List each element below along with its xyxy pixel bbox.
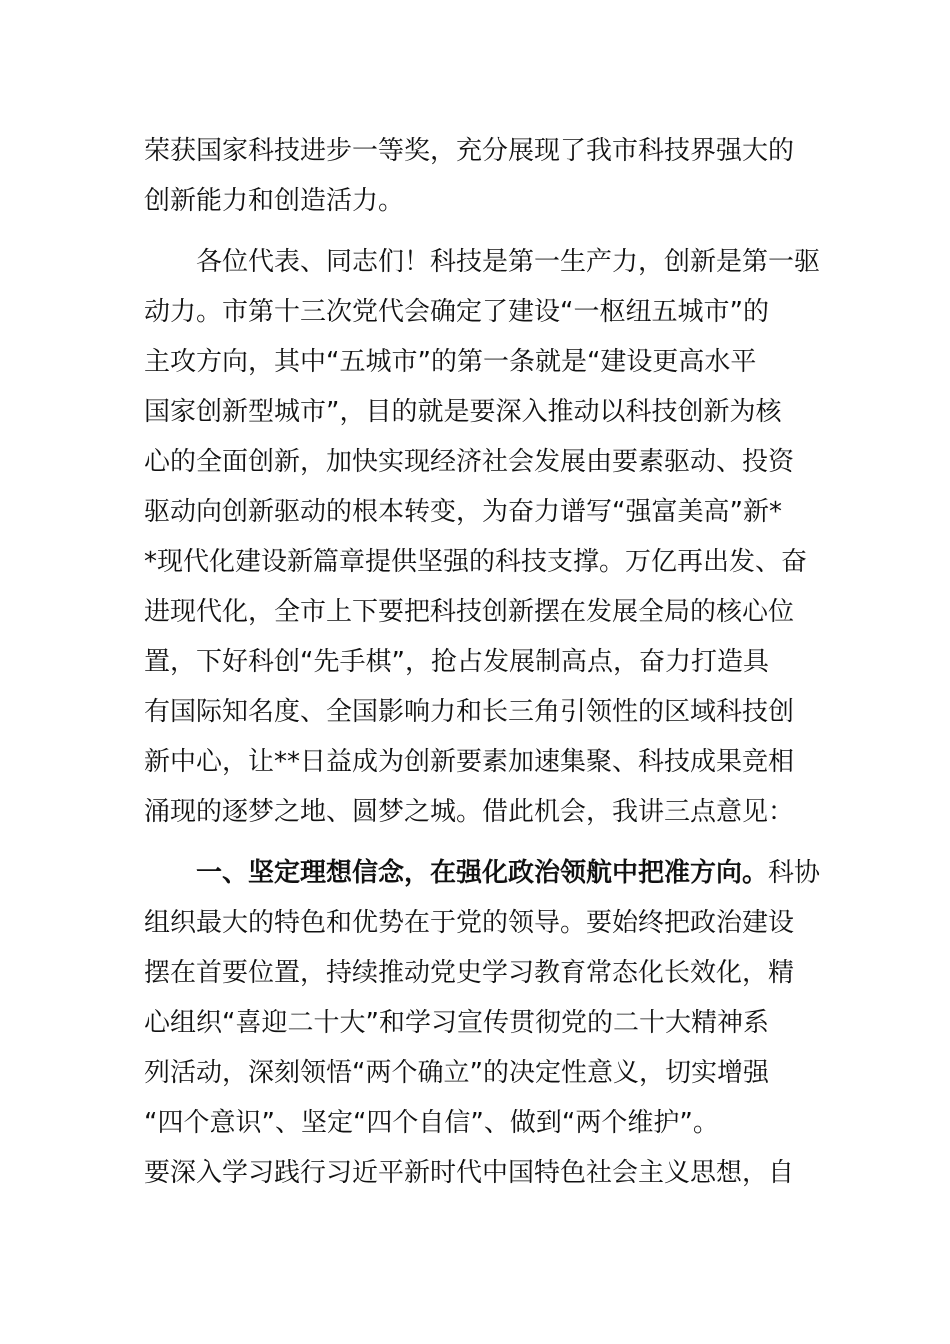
paragraph-2-line-11: 新中心，让**日益成为创新要素加速集聚、科技成果竞相 — [144, 747, 795, 777]
paragraph-3-line-6: “四个意识”、坚定“四个自信”、做到“两个维护”。 — [144, 1108, 719, 1138]
paragraph-2-line-12: 涌现的逐梦之地、圆梦之城。借此机会，我讲三点意见： — [144, 797, 795, 827]
paragraph-2-line-2: 动力。市第十三次党代会确定了建设“一枢纽五城市”的 — [144, 297, 769, 327]
paragraph-2-line-6: 驱动向创新驱动的根本转变，为奋力谱写“强富美高”新* — [144, 497, 782, 527]
paragraph-2-line-1: 各位代表、同志们！科技是第一生产力，创新是第一驱 — [144, 247, 821, 277]
paragraph-2-line-10: 有国际知名度、全国影响力和长三角引领性的区域科技创 — [144, 697, 795, 727]
paragraph-1-line-1: 荣获国家科技进步一等奖，充分展现了我市科技界强大的 — [144, 136, 795, 166]
paragraph-3-line-4: 心组织“喜迎二十大”和学习宣传贯彻党的二十大精神系 — [144, 1008, 769, 1038]
paragraph-3-line-1 — [144, 855, 820, 891]
section-heading-tail: 科协 — [768, 858, 821, 888]
paragraph-2-line-5: 心的全面创新，加快实现经济社会发展由要素驱动、投资 — [144, 447, 795, 477]
section-heading: 一、坚定理想信念，在强化政治领航中把准方向。 — [144, 858, 769, 888]
paragraph-3-line-5: 列活动，深刻领悟“两个确立”的决定性意义，切实增强 — [144, 1058, 769, 1088]
paragraph-3-line-7: 要深入学习践行习近平新时代中国特色社会主义思想，自 — [144, 1158, 795, 1188]
paragraph-2-line-8: 进现代化，全市上下要把科技创新摆在发展全局的核心位 — [144, 597, 795, 627]
paragraph-2-line-9: 置，下好科创“先手棋”，抢占发展制高点，奋力打造具 — [144, 647, 769, 677]
paragraph-1-line-2: 创新能力和创造活力。 — [144, 186, 405, 216]
paragraph-3-line-3: 摆在首要位置，持续推动党史学习教育常态化长效化，精 — [144, 958, 795, 988]
paragraph-3-line-2: 组织最大的特色和优势在于党的领导。要始终把政治建设 — [144, 908, 795, 938]
paragraph-2-line-7: *现代化建设新篇章提供坚强的科技支撑。万亿再出发、奋 — [144, 547, 808, 577]
paragraph-2-line-4: 国家创新型城市”，目的就是要深入推动以科技创新为核 — [144, 397, 782, 427]
paragraph-2-line-3: 主攻方向，其中“五城市”的第一条就是“建设更高水平 — [144, 347, 757, 377]
